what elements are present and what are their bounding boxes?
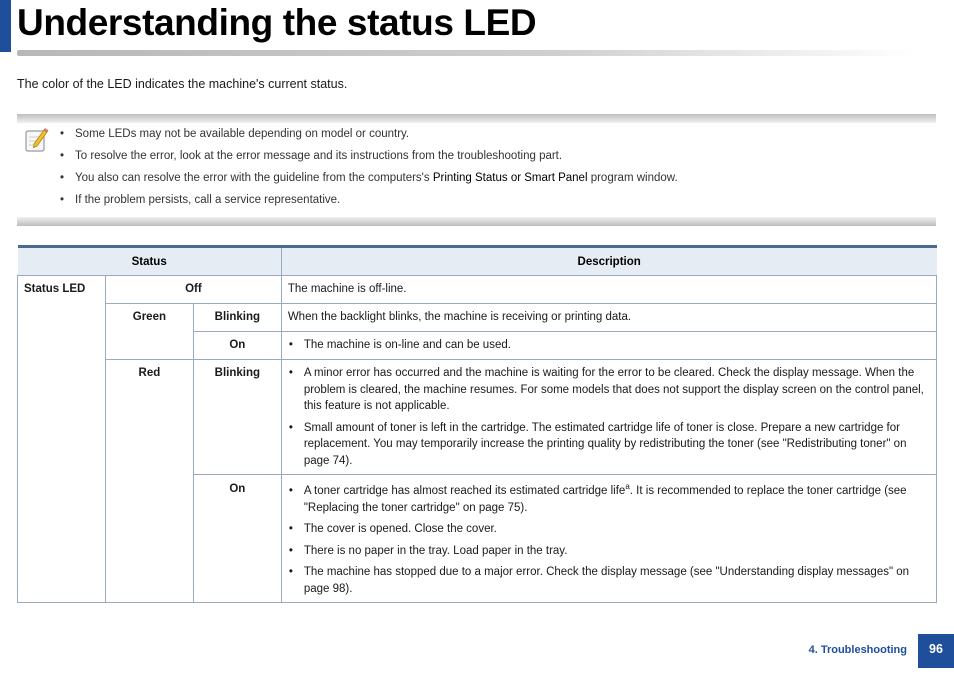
list-item: • A minor error has occurred and the machine is waiting for the error to be cleared. Check the display message. When the problem is cleared, the machine resumes. For some models that does not support the display screen on the control panel, this feature is not applicable. — [288, 365, 930, 415]
list-item: • Small amount of toner is left in the cartridge. The estimated cartridge life of toner is close. Prepare a new cartridge for replacement. You may temporarily increase the printing quality by redistributing the toner (see "Redistributing toner" on page 74). — [288, 420, 930, 470]
list-item: • There is no paper in the tray. Load paper in the tray. — [288, 543, 930, 560]
note-top-bar — [17, 114, 936, 123]
note-item: • If the problem persists, call a service representative. — [59, 193, 678, 215]
note-item — [59, 171, 678, 193]
green-on-description — [281, 332, 936, 360]
list-item: • The cover is opened. Close the cover. — [288, 521, 930, 538]
note-item-text: You also can resolve the error with the guideline from the computers's — [75, 172, 433, 184]
intro-text: The color of the LED indicates the machine's current status. — [17, 77, 348, 91]
list-item-text: . It is recommended to replace the toner cartridge (see "Replacing the toner cartridge" on page 75). — [303, 485, 907, 514]
table-row — [18, 276, 937, 304]
table-row — [18, 360, 937, 475]
note-list — [59, 127, 678, 215]
page-title: Understanding the status LED — [17, 2, 537, 43]
list-item — [288, 483, 930, 516]
green-blinking-label: Blinking — [193, 304, 281, 332]
red-blinking-label: Blinking — [193, 360, 281, 475]
note-item-text: program window. — [587, 172, 678, 184]
header-description: Description — [281, 247, 936, 276]
table-row — [18, 304, 937, 332]
status-led-table — [17, 245, 937, 603]
page-number: 96 — [918, 634, 954, 668]
list-item: • The machine has stopped due to a major error. Check the display message (see "Understanding display messages" on page 98). — [288, 564, 930, 597]
red-blinking-description — [281, 360, 936, 475]
note-item: • Some LEDs may not be available depending on model or country. — [59, 127, 678, 149]
table-header-row — [18, 247, 937, 276]
footer-section-label: 4. Troubleshooting — [808, 644, 907, 656]
off-label: Off — [105, 276, 281, 304]
green-blinking-description: When the backlight blinks, the machine is receiving or printing data. — [281, 304, 936, 332]
note-pencil-icon — [25, 127, 49, 153]
green-label: Green — [105, 304, 193, 360]
red-on-description — [281, 475, 936, 603]
red-on-label: On — [193, 475, 281, 603]
note-item: • To resolve the error, look at the error message and its instructions from the troubleshooting part. — [59, 149, 678, 171]
note-bottom-bar — [17, 217, 936, 226]
header-status: Status — [18, 247, 282, 276]
status-led-label: Status LED — [18, 276, 106, 603]
red-label: Red — [105, 360, 193, 603]
footnote-marker: a — [625, 482, 630, 492]
title-accent-bar — [0, 0, 11, 52]
off-description: The machine is off-line. — [281, 276, 936, 304]
list-item: • The machine is on-line and can be used. — [288, 337, 930, 354]
list-item-text: A toner cartridge has almost reached its estimated cartridge life — [303, 485, 626, 497]
note-item-highlight: Printing Status or Smart Panel — [432, 172, 588, 184]
green-on-label: On — [193, 332, 281, 360]
title-rule — [17, 50, 917, 56]
note-box — [17, 114, 936, 226]
